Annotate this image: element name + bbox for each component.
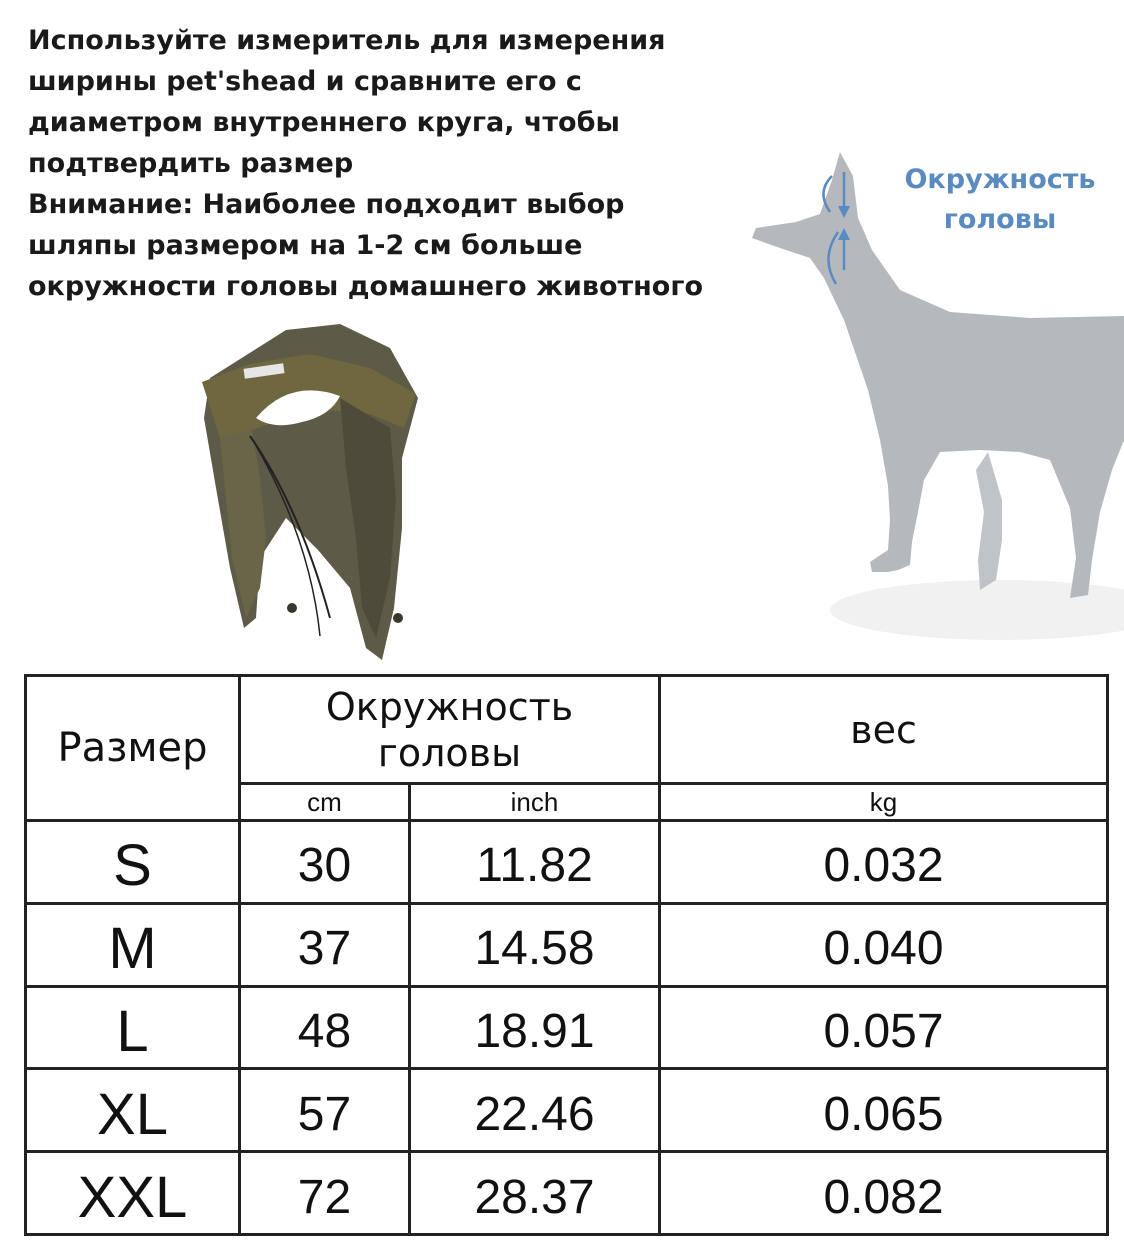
head-label-line: головы <box>943 204 1057 235</box>
instruction-line: Внимание: Наиболее подходит выбор <box>28 189 625 220</box>
pet-hat-illustration <box>190 318 440 668</box>
head-label-line: Окружность <box>904 164 1096 195</box>
unit-inch: inch <box>410 784 660 821</box>
head-circumference-label <box>880 160 1120 240</box>
table-row <box>26 903 1108 986</box>
cm-cell: 30 <box>240 821 410 904</box>
instruction-line: подтвердить размер <box>28 148 354 179</box>
inch-cell: 28.37 <box>410 1152 660 1235</box>
inch-cell: 22.46 <box>410 1069 660 1152</box>
table-row <box>26 1069 1108 1152</box>
kg-cell: 0.057 <box>660 986 1108 1069</box>
kg-cell: 0.040 <box>660 903 1108 986</box>
inch-cell: 14.58 <box>410 903 660 986</box>
table-row <box>26 1152 1108 1235</box>
cm-cell: 48 <box>240 986 410 1069</box>
instruction-line: диаметром внутреннего круга, чтобы <box>28 107 620 138</box>
table-row <box>26 821 1108 904</box>
inch-cell: 18.91 <box>410 986 660 1069</box>
instructions-text <box>28 20 808 307</box>
cm-cell: 37 <box>240 903 410 986</box>
size-cell: M <box>26 903 240 986</box>
size-chart-table <box>24 674 1109 1236</box>
kg-cell: 0.065 <box>660 1069 1108 1152</box>
instruction-line: окружности головы домашнего животного <box>28 271 703 302</box>
table-row <box>26 986 1108 1069</box>
header-head-line: Окружность <box>325 684 574 729</box>
header-head-line: головы <box>377 730 522 775</box>
size-cell: S <box>26 821 240 904</box>
unit-kg: kg <box>660 784 1108 821</box>
instruction-line: Используйте измеритель для измерения <box>28 25 666 56</box>
size-cell: L <box>26 986 240 1069</box>
pet-hat-icon <box>190 318 440 668</box>
header-head-circumference <box>240 676 660 784</box>
cm-cell: 72 <box>240 1152 410 1235</box>
kg-cell: 0.032 <box>660 821 1108 904</box>
inch-cell: 11.82 <box>410 821 660 904</box>
kg-cell: 0.082 <box>660 1152 1108 1235</box>
instruction-line: ширины pet'shead и сравните его с <box>28 66 582 97</box>
size-cell: XL <box>26 1069 240 1152</box>
unit-cm: cm <box>240 784 410 821</box>
size-cell: XXL <box>26 1152 240 1235</box>
header-weight: вес <box>660 676 1108 784</box>
header-size: Размер <box>26 676 240 821</box>
cm-cell: 57 <box>240 1069 410 1152</box>
instruction-line: шляпы размером на 1-2 см больше <box>28 230 583 261</box>
